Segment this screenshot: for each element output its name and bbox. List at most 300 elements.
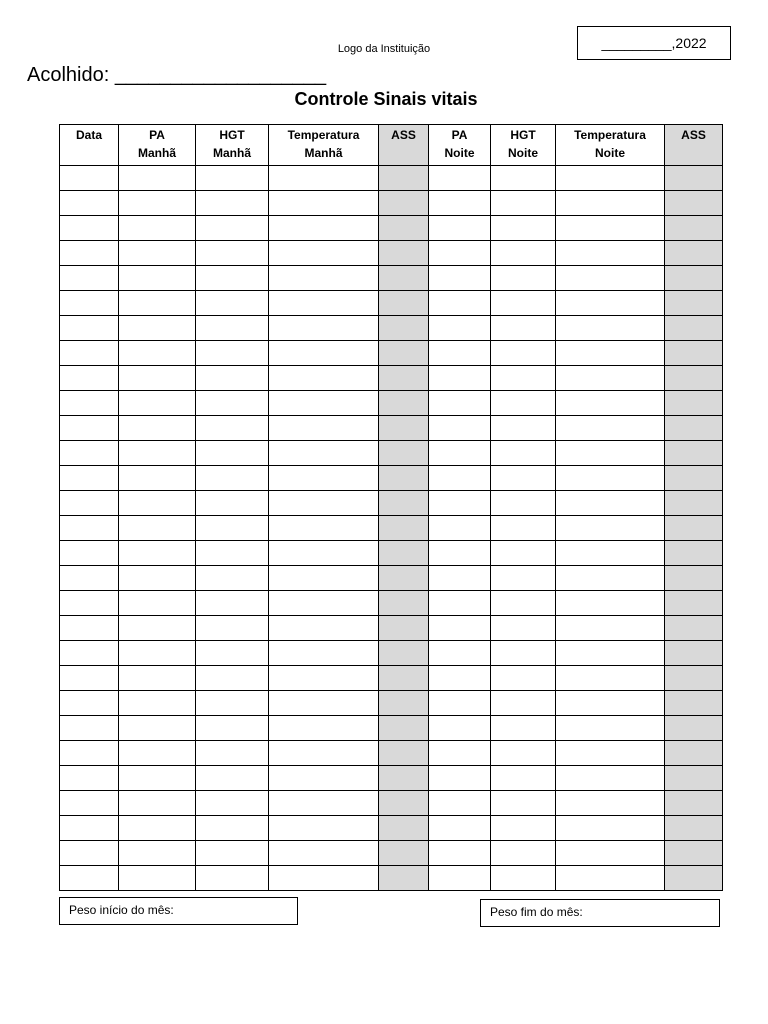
- table-cell[interactable]: [379, 866, 429, 891]
- table-cell[interactable]: [196, 341, 269, 366]
- table-cell[interactable]: [60, 791, 119, 816]
- table-cell[interactable]: [269, 616, 379, 641]
- table-cell[interactable]: [556, 166, 665, 191]
- table-cell[interactable]: [269, 291, 379, 316]
- table-cell[interactable]: [119, 316, 196, 341]
- table-cell[interactable]: [196, 416, 269, 441]
- table-cell[interactable]: [379, 316, 429, 341]
- table-cell[interactable]: [269, 466, 379, 491]
- weight-end-field[interactable]: Peso fim do mês:: [480, 899, 720, 927]
- table-cell[interactable]: [556, 316, 665, 341]
- table-row: [60, 316, 723, 341]
- table-cell[interactable]: [665, 741, 723, 766]
- table-row: [60, 266, 723, 291]
- table-cell[interactable]: [196, 616, 269, 641]
- table-cell[interactable]: [379, 291, 429, 316]
- table-cell[interactable]: [665, 816, 723, 841]
- table-cell[interactable]: [269, 441, 379, 466]
- table-cell[interactable]: [196, 516, 269, 541]
- table-cell[interactable]: [196, 866, 269, 891]
- table-cell[interactable]: [379, 666, 429, 691]
- table-cell[interactable]: [665, 516, 723, 541]
- table-cell[interactable]: [379, 541, 429, 566]
- table-cell[interactable]: [556, 716, 665, 741]
- table-cell[interactable]: [196, 766, 269, 791]
- table-cell[interactable]: [196, 441, 269, 466]
- table-cell[interactable]: [60, 841, 119, 866]
- table-cell[interactable]: [269, 716, 379, 741]
- table-cell[interactable]: [556, 616, 665, 641]
- table-cell[interactable]: [60, 266, 119, 291]
- table-cell[interactable]: [665, 166, 723, 191]
- table-cell[interactable]: [379, 366, 429, 391]
- table-row: [60, 541, 723, 566]
- table-cell[interactable]: [269, 366, 379, 391]
- table-cell[interactable]: [429, 766, 491, 791]
- table-cell[interactable]: [379, 591, 429, 616]
- table-row: [60, 466, 723, 491]
- table-cell[interactable]: [119, 191, 196, 216]
- table-row: [60, 366, 723, 391]
- table-cell[interactable]: [491, 616, 556, 641]
- table-cell[interactable]: [269, 391, 379, 416]
- institution-logo-placeholder: Logo da Instituição: [337, 43, 431, 55]
- table-cell[interactable]: [119, 266, 196, 291]
- table-cell[interactable]: [60, 516, 119, 541]
- table-cell[interactable]: [429, 566, 491, 591]
- table-cell[interactable]: [556, 791, 665, 816]
- table-cell[interactable]: [60, 866, 119, 891]
- table-cell[interactable]: [379, 691, 429, 716]
- table-cell[interactable]: [556, 466, 665, 491]
- table-cell[interactable]: [196, 641, 269, 666]
- table-cell[interactable]: [556, 191, 665, 216]
- table-cell[interactable]: [429, 741, 491, 766]
- table-cell[interactable]: [379, 616, 429, 641]
- table-cell[interactable]: [556, 641, 665, 666]
- table-cell[interactable]: [269, 166, 379, 191]
- table-cell[interactable]: [379, 266, 429, 291]
- table-cell[interactable]: [60, 166, 119, 191]
- column-header-temperatura-noite: Temperatura Noite: [556, 125, 665, 166]
- table-cell[interactable]: [491, 391, 556, 416]
- table-cell[interactable]: [379, 466, 429, 491]
- table-cell[interactable]: [60, 216, 119, 241]
- table-row: [60, 716, 723, 741]
- table-cell[interactable]: [556, 666, 665, 691]
- table-cell[interactable]: [196, 241, 269, 266]
- table-row: [60, 766, 723, 791]
- table-cell[interactable]: [196, 466, 269, 491]
- table-cell[interactable]: [429, 191, 491, 216]
- table-cell[interactable]: [665, 241, 723, 266]
- table-cell[interactable]: [491, 541, 556, 566]
- table-cell[interactable]: [119, 716, 196, 741]
- table-cell[interactable]: [60, 316, 119, 341]
- table-cell[interactable]: [119, 491, 196, 516]
- table-cell[interactable]: [491, 666, 556, 691]
- table-cell[interactable]: [556, 841, 665, 866]
- table-cell[interactable]: [60, 491, 119, 516]
- table-cell[interactable]: [665, 216, 723, 241]
- table-cell[interactable]: [491, 716, 556, 741]
- table-cell[interactable]: [379, 566, 429, 591]
- table-cell[interactable]: [119, 666, 196, 691]
- table-cell[interactable]: [119, 641, 196, 666]
- table-cell[interactable]: [429, 366, 491, 391]
- table-cell[interactable]: [491, 216, 556, 241]
- table-cell[interactable]: [491, 591, 556, 616]
- table-cell[interactable]: [491, 291, 556, 316]
- table-row: [60, 341, 723, 366]
- column-header-hgt-manha: HGT Manhã: [196, 125, 269, 166]
- table-cell[interactable]: [665, 766, 723, 791]
- table-cell[interactable]: [119, 616, 196, 641]
- table-cell[interactable]: [119, 816, 196, 841]
- table-cell[interactable]: [196, 541, 269, 566]
- table-cell[interactable]: [119, 516, 196, 541]
- table-cell[interactable]: [119, 166, 196, 191]
- table-header-row: [60, 125, 723, 166]
- table-row: [60, 516, 723, 541]
- table-cell[interactable]: [196, 666, 269, 691]
- table-cell[interactable]: [379, 241, 429, 266]
- table-cell[interactable]: [379, 341, 429, 366]
- table-cell[interactable]: [665, 466, 723, 491]
- table-cell[interactable]: [429, 316, 491, 341]
- table-cell[interactable]: [429, 641, 491, 666]
- table-cell[interactable]: [556, 441, 665, 466]
- table-cell[interactable]: [491, 766, 556, 791]
- table-cell[interactable]: [429, 616, 491, 641]
- table-cell[interactable]: [269, 841, 379, 866]
- column-header-data: Data: [60, 125, 119, 166]
- table-cell[interactable]: [429, 416, 491, 441]
- table-cell[interactable]: [556, 691, 665, 716]
- table-cell[interactable]: [429, 291, 491, 316]
- table-cell[interactable]: [119, 441, 196, 466]
- table-cell[interactable]: [665, 841, 723, 866]
- table-cell[interactable]: [60, 691, 119, 716]
- table-cell[interactable]: [196, 391, 269, 416]
- table-cell[interactable]: [556, 741, 665, 766]
- table-cell[interactable]: [60, 241, 119, 266]
- table-row: [60, 391, 723, 416]
- table-cell[interactable]: [491, 816, 556, 841]
- table-cell[interactable]: [196, 166, 269, 191]
- table-cell[interactable]: [665, 591, 723, 616]
- table-cell[interactable]: [269, 666, 379, 691]
- table-cell[interactable]: [60, 716, 119, 741]
- table-cell[interactable]: [269, 341, 379, 366]
- table-cell[interactable]: [196, 216, 269, 241]
- table-cell[interactable]: [269, 641, 379, 666]
- table-cell[interactable]: [119, 366, 196, 391]
- table-cell[interactable]: [429, 541, 491, 566]
- table-cell[interactable]: [379, 416, 429, 441]
- table-cell[interactable]: [429, 516, 491, 541]
- table-cell[interactable]: [60, 566, 119, 591]
- table-cell[interactable]: [491, 441, 556, 466]
- table-cell[interactable]: [60, 591, 119, 616]
- table-cell[interactable]: [60, 616, 119, 641]
- table-cell[interactable]: [665, 391, 723, 416]
- table-cell[interactable]: [556, 816, 665, 841]
- acolhido-field[interactable]: Acolhido: ___________________: [27, 64, 327, 86]
- table-cell[interactable]: [491, 366, 556, 391]
- table-cell[interactable]: [665, 191, 723, 216]
- table-cell[interactable]: [665, 366, 723, 391]
- table-cell[interactable]: [556, 866, 665, 891]
- table-cell[interactable]: [556, 366, 665, 391]
- table-cell[interactable]: [119, 466, 196, 491]
- table-cell[interactable]: [665, 791, 723, 816]
- table-cell[interactable]: [491, 316, 556, 341]
- table-row: [60, 641, 723, 666]
- table-row: [60, 816, 723, 841]
- table-row: [60, 616, 723, 641]
- table-cell[interactable]: [196, 591, 269, 616]
- table-cell[interactable]: [119, 391, 196, 416]
- table-cell[interactable]: [60, 641, 119, 666]
- table-cell[interactable]: [119, 791, 196, 816]
- table-cell[interactable]: [196, 791, 269, 816]
- column-header-hgt-noite: HGT Noite: [491, 125, 556, 166]
- table-cell[interactable]: [60, 466, 119, 491]
- table-cell[interactable]: [379, 216, 429, 241]
- table-cell[interactable]: [429, 441, 491, 466]
- table-cell[interactable]: [379, 741, 429, 766]
- table-cell[interactable]: [119, 291, 196, 316]
- table-cell[interactable]: [60, 341, 119, 366]
- table-cell[interactable]: [491, 341, 556, 366]
- table-cell[interactable]: [269, 491, 379, 516]
- table-cell[interactable]: [491, 641, 556, 666]
- table-cell[interactable]: [379, 516, 429, 541]
- table-cell[interactable]: [196, 491, 269, 516]
- table-cell[interactable]: [556, 541, 665, 566]
- table-cell[interactable]: [269, 866, 379, 891]
- table-cell[interactable]: [269, 241, 379, 266]
- table-cell[interactable]: [556, 241, 665, 266]
- table-cell[interactable]: [379, 791, 429, 816]
- table-cell[interactable]: [60, 291, 119, 316]
- table-cell[interactable]: [665, 866, 723, 891]
- table-cell[interactable]: [665, 316, 723, 341]
- table-cell[interactable]: [60, 741, 119, 766]
- table-row: [60, 841, 723, 866]
- table-cell[interactable]: [491, 516, 556, 541]
- table-cell[interactable]: [491, 166, 556, 191]
- table-cell[interactable]: [556, 516, 665, 541]
- table-cell[interactable]: [269, 216, 379, 241]
- table-cell[interactable]: [196, 366, 269, 391]
- table-cell[interactable]: [491, 266, 556, 291]
- table-cell[interactable]: [119, 866, 196, 891]
- table-cell[interactable]: [491, 241, 556, 266]
- table-cell[interactable]: [665, 691, 723, 716]
- table-cell[interactable]: [196, 841, 269, 866]
- table-cell[interactable]: [60, 666, 119, 691]
- table-cell[interactable]: [119, 741, 196, 766]
- table-row: [60, 241, 723, 266]
- table-cell[interactable]: [196, 691, 269, 716]
- table-cell[interactable]: [269, 316, 379, 341]
- table-cell[interactable]: [60, 416, 119, 441]
- table-cell[interactable]: [379, 391, 429, 416]
- weight-start-field[interactable]: Peso início do mês:: [59, 897, 298, 925]
- table-cell[interactable]: [556, 216, 665, 241]
- table-cell[interactable]: [269, 516, 379, 541]
- table-cell[interactable]: [429, 491, 491, 516]
- table-cell[interactable]: [379, 166, 429, 191]
- table-cell[interactable]: [429, 816, 491, 841]
- table-cell[interactable]: [665, 716, 723, 741]
- table-cell[interactable]: [429, 791, 491, 816]
- table-cell[interactable]: [379, 841, 429, 866]
- table-cell[interactable]: [429, 241, 491, 266]
- table-cell[interactable]: [556, 766, 665, 791]
- table-cell[interactable]: [119, 216, 196, 241]
- table-cell[interactable]: [119, 541, 196, 566]
- table-cell[interactable]: [379, 441, 429, 466]
- table-cell[interactable]: [491, 191, 556, 216]
- table-cell[interactable]: [379, 716, 429, 741]
- table-cell[interactable]: [196, 741, 269, 766]
- table-cell[interactable]: [556, 491, 665, 516]
- table-cell[interactable]: [491, 466, 556, 491]
- table-cell[interactable]: [665, 266, 723, 291]
- table-cell[interactable]: [491, 791, 556, 816]
- table-cell[interactable]: [269, 416, 379, 441]
- table-cell[interactable]: [269, 816, 379, 841]
- column-header-temperatura-manha: Temperatura Manhã: [269, 125, 379, 166]
- table-cell[interactable]: [556, 341, 665, 366]
- table-row: [60, 591, 723, 616]
- table-cell[interactable]: [491, 691, 556, 716]
- table-cell[interactable]: [379, 766, 429, 791]
- table-cell[interactable]: [665, 491, 723, 516]
- table-cell[interactable]: [556, 566, 665, 591]
- table-cell[interactable]: [119, 416, 196, 441]
- table-cell[interactable]: [429, 666, 491, 691]
- table-cell[interactable]: [196, 816, 269, 841]
- table-cell[interactable]: [429, 841, 491, 866]
- table-cell[interactable]: [491, 841, 556, 866]
- table-cell[interactable]: [379, 491, 429, 516]
- table-cell[interactable]: [429, 341, 491, 366]
- table-cell[interactable]: [196, 566, 269, 591]
- vital-signs-table: [59, 124, 723, 891]
- table-cell[interactable]: [556, 266, 665, 291]
- table-cell[interactable]: [491, 416, 556, 441]
- table-cell[interactable]: [269, 766, 379, 791]
- table-cell[interactable]: [429, 266, 491, 291]
- table-cell[interactable]: [556, 591, 665, 616]
- table-cell[interactable]: [665, 541, 723, 566]
- table-cell[interactable]: [119, 241, 196, 266]
- date-field[interactable]: _________,2022: [577, 26, 731, 60]
- table-cell[interactable]: [491, 741, 556, 766]
- table-cell[interactable]: [269, 191, 379, 216]
- table-row: [60, 216, 723, 241]
- table-cell[interactable]: [119, 591, 196, 616]
- table-cell[interactable]: [379, 816, 429, 841]
- table-cell[interactable]: [60, 541, 119, 566]
- column-header-ass-manha: ASS: [379, 125, 429, 166]
- table-cell[interactable]: [269, 541, 379, 566]
- table-cell[interactable]: [429, 716, 491, 741]
- table-cell[interactable]: [429, 216, 491, 241]
- table-cell[interactable]: [119, 566, 196, 591]
- table-row: [60, 691, 723, 716]
- table-cell[interactable]: [429, 391, 491, 416]
- table-row: [60, 166, 723, 191]
- table-cell[interactable]: [119, 766, 196, 791]
- table-cell[interactable]: [269, 791, 379, 816]
- table-cell[interactable]: [60, 391, 119, 416]
- table-cell[interactable]: [119, 341, 196, 366]
- table-cell[interactable]: [665, 666, 723, 691]
- table-cell[interactable]: [269, 591, 379, 616]
- table-cell[interactable]: [665, 291, 723, 316]
- table-cell[interactable]: [379, 191, 429, 216]
- table-cell[interactable]: [429, 591, 491, 616]
- table-cell[interactable]: [665, 441, 723, 466]
- table-cell[interactable]: [119, 841, 196, 866]
- table-cell[interactable]: [665, 641, 723, 666]
- table-cell[interactable]: [196, 266, 269, 291]
- table-cell[interactable]: [491, 491, 556, 516]
- column-header-pa-manha: PA Manhã: [119, 125, 196, 166]
- table-row: [60, 491, 723, 516]
- table-row: [60, 866, 723, 891]
- table-cell[interactable]: [556, 291, 665, 316]
- table-cell[interactable]: [429, 691, 491, 716]
- table-cell[interactable]: [429, 466, 491, 491]
- table-cell[interactable]: [556, 416, 665, 441]
- table-cell[interactable]: [60, 191, 119, 216]
- table-cell[interactable]: [429, 866, 491, 891]
- table-cell[interactable]: [665, 416, 723, 441]
- page-title: Controle Sinais vitais: [294, 89, 478, 109]
- table-row: [60, 441, 723, 466]
- table-cell[interactable]: [665, 566, 723, 591]
- table-cell[interactable]: [491, 866, 556, 891]
- column-header-ass-noite: ASS: [665, 125, 723, 166]
- table-cell[interactable]: [491, 566, 556, 591]
- table-cell[interactable]: [665, 341, 723, 366]
- table-cell[interactable]: [196, 316, 269, 341]
- table-cell[interactable]: [269, 266, 379, 291]
- table-cell[interactable]: [269, 566, 379, 591]
- table-cell[interactable]: [60, 766, 119, 791]
- table-cell[interactable]: [196, 716, 269, 741]
- table-cell[interactable]: [60, 816, 119, 841]
- table-cell[interactable]: [60, 366, 119, 391]
- table-cell[interactable]: [665, 616, 723, 641]
- table-cell[interactable]: [119, 691, 196, 716]
- table-cell[interactable]: [196, 291, 269, 316]
- table-cell[interactable]: [269, 741, 379, 766]
- table-cell[interactable]: [429, 166, 491, 191]
- table-cell[interactable]: [269, 691, 379, 716]
- table-cell[interactable]: [556, 391, 665, 416]
- table-cell[interactable]: [196, 191, 269, 216]
- table-cell[interactable]: [379, 641, 429, 666]
- table-cell[interactable]: [60, 441, 119, 466]
- table-row: [60, 566, 723, 591]
